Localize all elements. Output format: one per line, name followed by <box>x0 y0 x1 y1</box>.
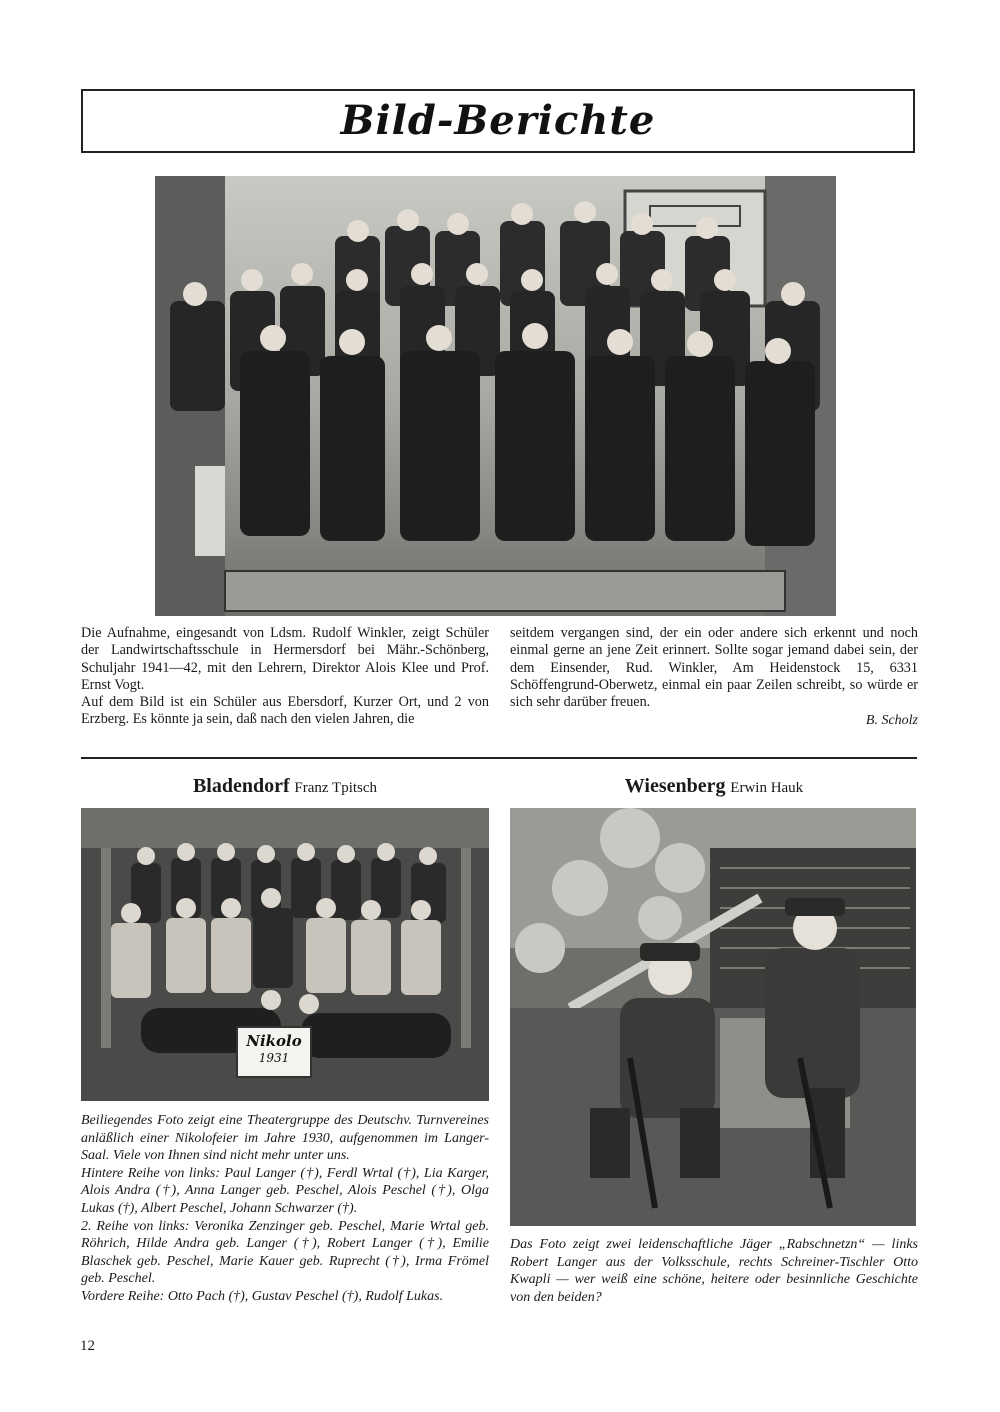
wiesenberg-place: Wiesenberg <box>624 775 726 797</box>
bladendorf-place: Bladendorf <box>192 775 290 797</box>
article-paragraph: Die Aufnahme, eingesandt von Ldsm. Rudolf Winkler, zeigt Schüler der Landwirtschaftsschule in Hermersdorf bei Mähr.-Schönberg, Schuljahr 1941—42, mit den Lehrern, Direktor Alois Klee und Prof. Ernst Vogt. <box>81 625 489 693</box>
article-right-column <box>510 625 918 711</box>
article-left-column <box>81 625 489 729</box>
nikolo-sign-text: Nikolo <box>246 1032 302 1050</box>
caption-paragraph: Vordere Reihe: Otto Pach (†), Gustav Peschel (†), Rudolf Lukas. <box>81 1288 444 1304</box>
caption-paragraph: Beiliegendes Foto zeigt eine Theatergruppe des Deutschv. Turnvereines anläßlich einer Nikolofeier im Jahre 1930, aufgenommen im Langer-Saal. Viele von Ihnen sind nicht mehr unter uns. <box>81 1113 489 1164</box>
wiesenberg-author: Erwin Hauk <box>730 780 804 796</box>
caption-paragraph: Das Foto zeigt zwei leidenschaftliche Jäger „Rabschnetzn“ — links Robert Langer aus der Volksschule, rechts Schreiner-Tischler Otto Kwapli — wer weiß eine schöne, heitere oder besinnliche Geschichte von den beiden? <box>510 1237 918 1305</box>
caption-paragraph: Hintere Reihe von links: Paul Langer (†), Ferdl Wrtal (†), Lia Karger, Alois Andra (†), Anna Langer geb. Peschel, Alois Peschel (†), Olga Lukas (†), Albert Peschel, Johann Schwarzer (†). <box>81 1165 489 1216</box>
wiesenberg-heading <box>510 775 918 798</box>
nikolo-sign <box>236 1026 312 1078</box>
page-title: Bild-Berichte <box>340 97 656 144</box>
article-signature: B. Scholz <box>865 713 918 728</box>
page-number: 12 <box>80 1338 95 1354</box>
bladendorf-caption <box>81 1112 489 1306</box>
caption-paragraph: 2. Reihe von links: Veronika Zenzinger geb. Peschel, Marie Wrtal geb. Röhrich, Hilde Andra geb. Langer (†), Robert Langer (†), Emilie Blaschek geb. Peschel, Marie Kauer geb. Ruprecht (†), Irma Frömel geb. Peschel. <box>81 1218 489 1287</box>
header-box <box>81 89 915 153</box>
bladendorf-author: Franz Tpitsch <box>294 780 378 796</box>
section-divider <box>81 757 917 759</box>
wiesenberg-photo <box>510 808 916 1226</box>
main-group-photo <box>155 176 836 616</box>
wiesenberg-caption <box>510 1236 918 1306</box>
article-paragraph: Auf dem Bild ist ein Schüler aus Ebersdorf, Kurzer Ort, und 2 von Erzberg. Es könnte ja sein, daß nach den vielen Jahren, die <box>81 694 489 728</box>
nikolo-sign-year: 1931 <box>258 1051 290 1065</box>
bladendorf-heading <box>81 775 489 798</box>
article-paragraph: seitdem vergangen sind, der ein oder andere sich erkennt und noch einmal gerne an jene Zeit erinnert. Sollte sogar jemand dabei sein, der dem Einsender, Rud. Winkler, Am Heidenstock 15, 6331 Schöffengrund-Oberwetz, einmal ein paar Zeilen schreibt, so würde er sich sehr darüber freuen. <box>510 625 918 711</box>
